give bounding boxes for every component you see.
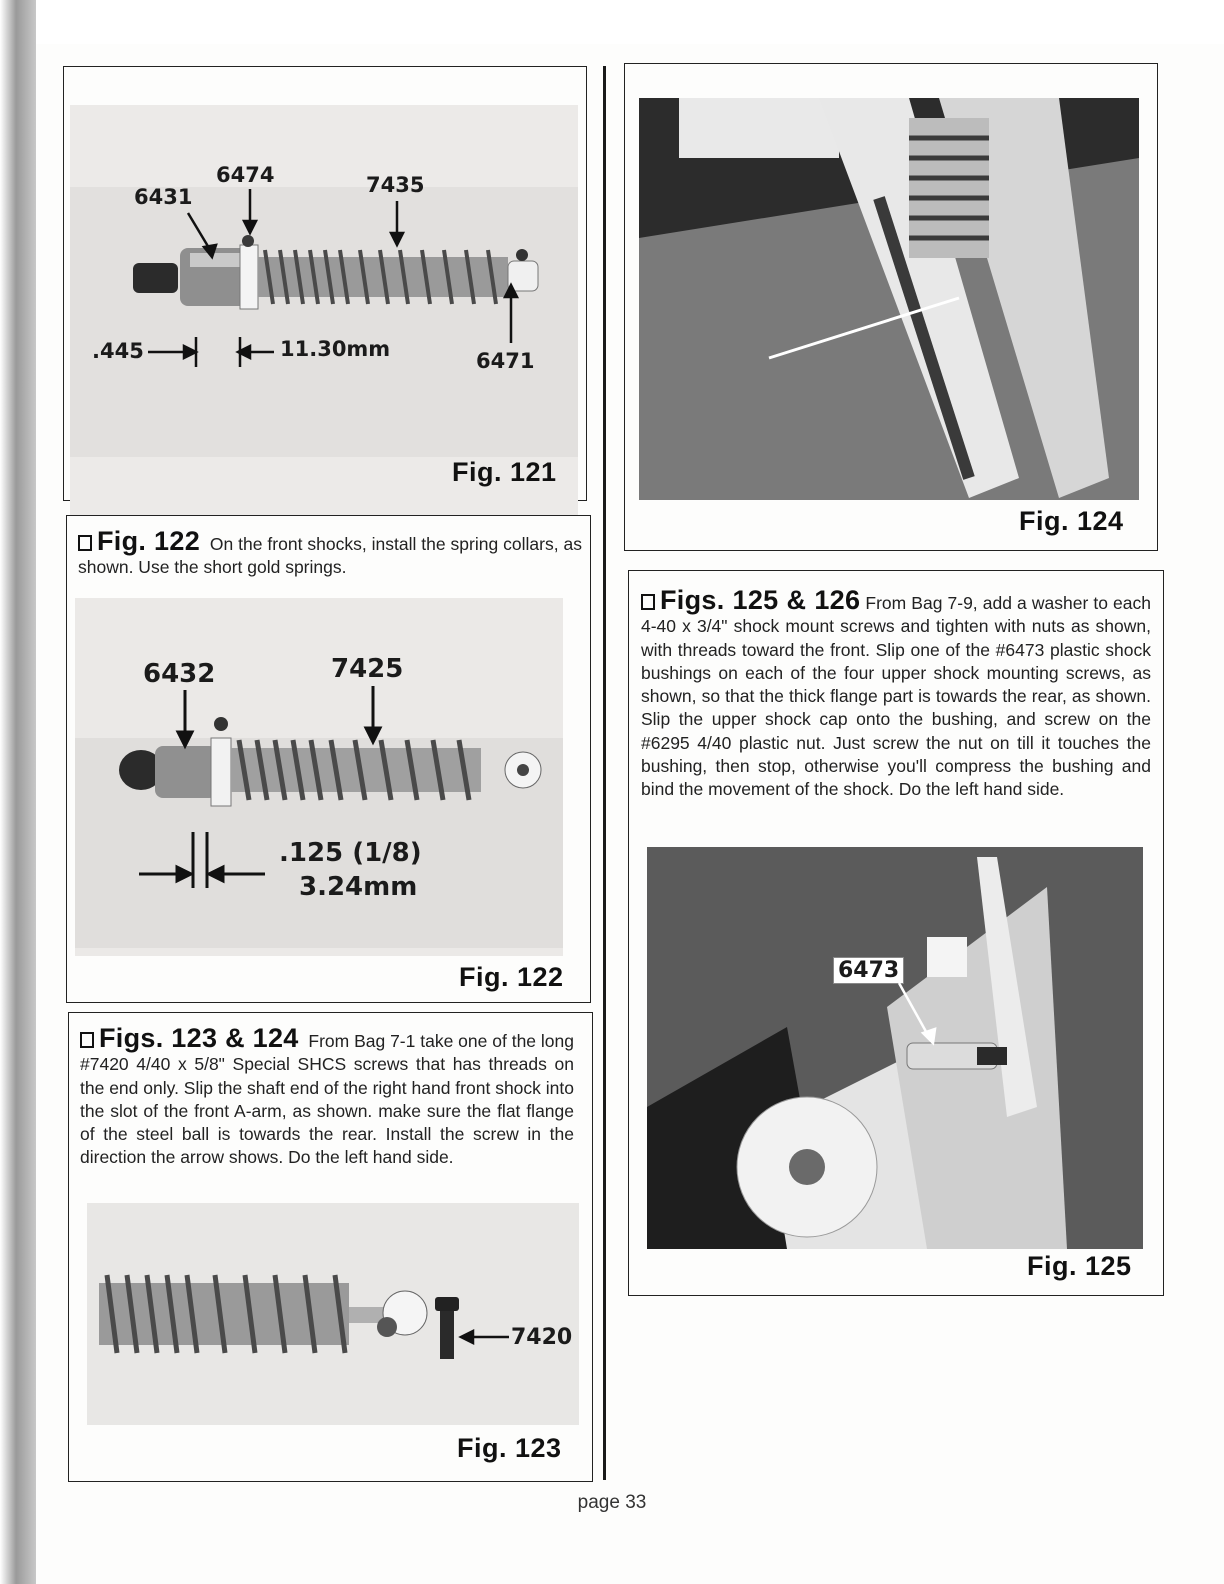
fig123-instruction-body: From Bag 7-1 take one of the long #7420 4/40 x 5/8" Special SHCS screws that has threads on the end only. Slip the shaft end of the right hand front shock into the slot of the front A-arm, as shown. make sure the flat flange of the steel ball is towards the rear. Install the screw in the direction the arrow shows. Do the left hand side. <box>80 1031 574 1168</box>
dimension-inch: .125 (1/8) <box>279 838 422 868</box>
fig122-instruction-body: On the front shocks, install the spring collars, as shown. Use the short gold springs. <box>78 534 582 578</box>
dimension-right: 11.30mm <box>280 337 391 361</box>
fig123-instruction-heading: Figs. 123 & 124 <box>99 1023 299 1053</box>
fig125-arrows <box>629 571 1165 1297</box>
page-number: page 33 <box>577 1492 647 1513</box>
fig125-label: Fig. 125 <box>1027 1251 1132 1281</box>
scan-margin <box>36 0 1224 44</box>
dimension-mm: 3.24mm <box>299 872 418 902</box>
callout-6432: 6432 <box>143 659 216 689</box>
fig125-instruction-heading: Figs. 125 & 126 <box>660 585 861 615</box>
fig122-arrows <box>67 516 592 1004</box>
fig124-photo <box>639 98 1139 500</box>
callout-7435: 7435 <box>366 173 425 197</box>
callout-7420: 7420 <box>511 1325 573 1350</box>
column-divider <box>603 66 606 1480</box>
fig121-panel <box>63 66 587 501</box>
fig125-instruction-body: From Bag 7-9, add a washer to each 4-40 x 3/4" shock mount screws and tighten with nuts as shown, with threads toward the front. Slip one of the #6473 plastic shock bushings on each of the four upper shock mounting screws, as shown, so that the thick flange part is towards the rear, as shown. Slip the upper shock cap onto the bushing, and screw on the #6295 4/40 plastic nut. Just screw the nut on till it touches the bushing, then stop, otherwise you'll compress the bushing and bind the movement of the shock. Do the left hand side. <box>641 593 1151 800</box>
fig123-arrows <box>69 1013 594 1483</box>
callout-6471: 6471 <box>476 349 535 373</box>
callout-6473: 6473 <box>833 957 904 984</box>
fig121-arrows <box>64 67 588 502</box>
fig124-panel <box>624 63 1158 551</box>
front-suspension-photo <box>639 98 1139 500</box>
callout-6474: 6474 <box>216 163 275 187</box>
callout-6431: 6431 <box>134 185 193 209</box>
fig123-label: Fig. 123 <box>457 1433 562 1463</box>
dimension-left: .445 <box>92 339 144 363</box>
callout-7425: 7425 <box>331 654 404 684</box>
fig121-label: Fig. 121 <box>452 457 557 487</box>
scan-shadow <box>0 0 36 1584</box>
fig122-panel <box>66 515 591 1003</box>
fig122-instruction-heading: Fig. 122 <box>97 526 201 556</box>
fig122-label: Fig. 122 <box>459 962 564 992</box>
fig124-label: Fig. 124 <box>1019 506 1124 536</box>
fig123-panel <box>68 1012 593 1482</box>
fig125-panel <box>628 570 1164 1296</box>
